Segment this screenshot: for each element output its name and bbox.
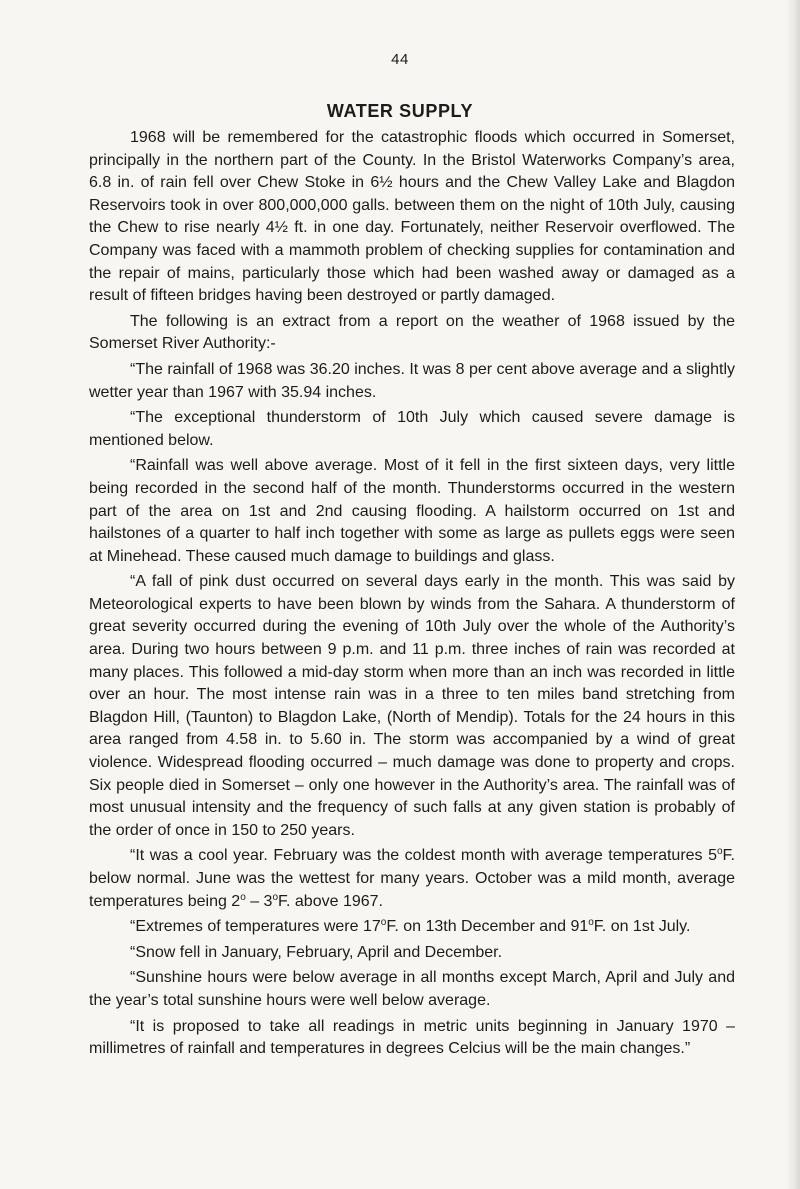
cool-year-text-4: F. above 1967.: [278, 892, 383, 910]
paragraph-sunshine: “Sunshine hours were below average in all months except March, April and July and the year’s total sunshine hours were well below average.: [89, 969, 735, 1009]
page-title: WATER SUPPLY: [326, 101, 474, 121]
paragraph-july-rainfall: “Rainfall was well above average. Most of it fell in the first sixteen days, very little being recorded in the second half of the month. Thunderstorms occurred in the western part of the area on 1st and 2nd causing flooding. A hailstorm occurred on 1st and hailstones of a quarter to half inch together with some as large as pullets eggs were seen at Minehead. These caused much damage to buildings and glass.: [89, 457, 735, 565]
cool-year-text-1: “It was a cool year. February was the coldest month with average temperatures 5: [130, 847, 717, 865]
extremes-text-3: F. on 1st July.: [593, 918, 691, 936]
paragraph-thunderstorm-note: “The exceptional thunderstorm of 10th July which caused severe damage is mentioned below.: [89, 409, 735, 449]
degree-mark: o: [240, 891, 246, 903]
paragraph-pink-dust-storm: “A fall of pink dust occurred on several days early in the month. This was said by Meteorological experts to have been blown by winds from the Sahara. A thunderstorm of great severity occurred during the evening of 10th July over the whole of the Authority’s area. During two hours between 9 p.m. and 11 p.m. three inches of rain was recorded at many places. This followed a mid-day storm when more than an inch was recorded in little over an hour. The most intense rain was in a three to ten miles band stretching from Blagdon Hill, (Taunton) to Blagdon Lake, (North of Mendip). Totals for the 24 hours in this area ranged from 4.58 in. to 5.60 in. The storm was accompanied by a wind of great violence. Widespread flooding occurred – much damage was done to property and crops. Six people died in Somerset – only one however in the Authority’s area. The rainfall was of most unusual intensity and the frequency of such falls at any given station is probably of the order of once in 150 to 250 years.: [89, 573, 735, 839]
degree-mark: o: [272, 891, 279, 903]
degree-mark: o: [716, 846, 723, 858]
paragraph-metric-units: “It is proposed to take all readings in metric units beginning in January 1970 – millimetres of rainfall and temperatures in degrees Celcius will be the main changes.”: [89, 1017, 735, 1058]
cool-year-text-2: F. below normal. June was the wettest for many years. October was a mild month, average temperatures being 2: [89, 847, 735, 910]
paragraph-snow: “Snow fell in January, February, April and December.: [130, 943, 503, 961]
page-edge-shadow: [786, 0, 800, 1189]
extremes-text-1: “Extremes of temperatures were 17: [130, 918, 381, 936]
paragraph-temperature-extremes: [89, 916, 735, 939]
paragraph-rainfall-total: “The rainfall of 1968 was 36.20 inches. It was 8 per cent above average and a slightly wetter year than 1967 with 35.94 inches.: [89, 360, 735, 401]
degree-mark: o: [380, 917, 387, 929]
page-number: 44: [391, 51, 409, 68]
cool-year-text-3: – 3: [245, 892, 273, 910]
paragraph-report-intro: The following is an extract from a report on the weather of 1968 issued by the Somerset River Authority:-: [89, 312, 735, 353]
paragraph-cool-year: [89, 845, 735, 913]
paragraph-floods: 1968 will be remembered for the catastrophic floods which occurred in Somerset, principally in the northern part of the County. In the Bristol Waterworks Company’s area, 6.8 in. of rain fell over Chew Stoke in 6½ hours and the Chew Valley Lake and Blagdon Reservoirs took in over 800,000,000 galls. between them on the night of 10th July, causing the Chew to rise nearly 4½ ft. in one day. Fortunately, neither Reservoir overflowed. The Company was faced with a mammoth problem of checking supplies for contamination and the repair of mains, particularly those which had been washed away or damaged as a result of fifteen bridges having been destroyed or partly damaged.: [89, 129, 735, 305]
degree-mark: o: [588, 917, 594, 929]
extremes-text-2: F. on 13th December and 91: [386, 918, 589, 936]
body-text: [89, 127, 735, 1061]
